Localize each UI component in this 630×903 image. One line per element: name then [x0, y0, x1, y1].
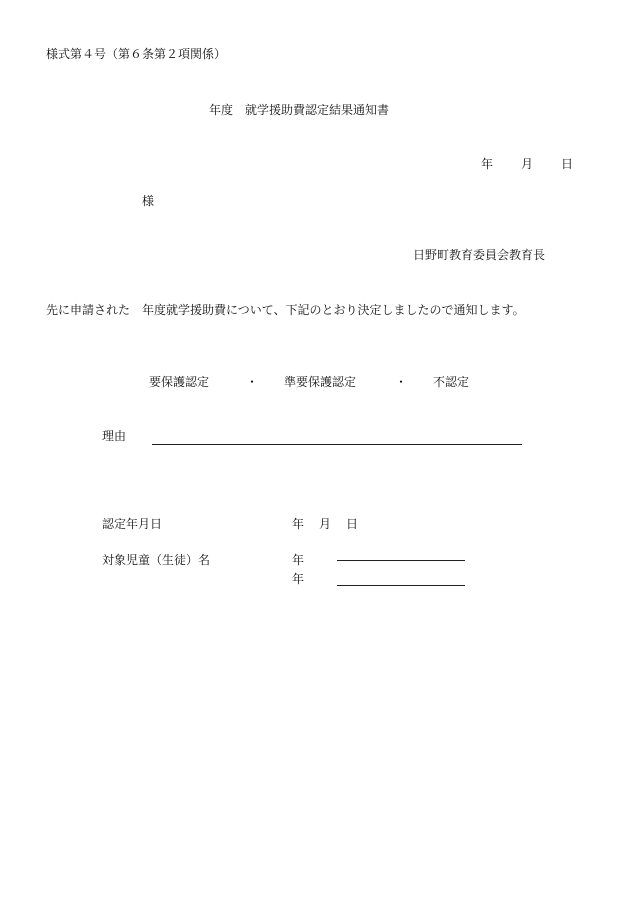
date-year: 年 [481, 157, 494, 171]
form-number: 様式第４号（第６条第２項関係） [46, 47, 227, 61]
certification-year: 年 [292, 517, 305, 531]
body-text: 先に申請された 年度就学援助費について、下記のとおり決定しましたので通知します。 [46, 303, 525, 317]
grade-row-1: 年 [292, 553, 305, 567]
option-semi-protected: 準要保護認定 [284, 375, 357, 389]
addressee-suffix: 様 [142, 194, 155, 208]
child-name-underline-2 [337, 585, 465, 586]
option-protected: 要保護認定 [149, 375, 210, 389]
reason-underline [152, 444, 522, 445]
certification-day: 日 [346, 517, 359, 531]
date-day: 日 [561, 157, 574, 171]
document-title: 年度 就学援助費認定結果通知書 [209, 103, 390, 117]
option-not-certified: 不認定 [433, 375, 470, 389]
target-children-label: 対象児童（生徒）名 [102, 553, 211, 567]
option-separator-2: ・ [395, 375, 408, 389]
issuer-name: 日野町教育委員会教育長 [413, 248, 546, 262]
date-month: 月 [521, 157, 534, 171]
certification-month: 月 [319, 517, 332, 531]
option-separator-1: ・ [246, 375, 259, 389]
grade-row-2: 年 [292, 572, 305, 586]
certification-date-label: 認定年月日 [102, 517, 163, 531]
child-name-underline-1 [337, 560, 465, 561]
reason-label: 理由 [102, 429, 127, 443]
